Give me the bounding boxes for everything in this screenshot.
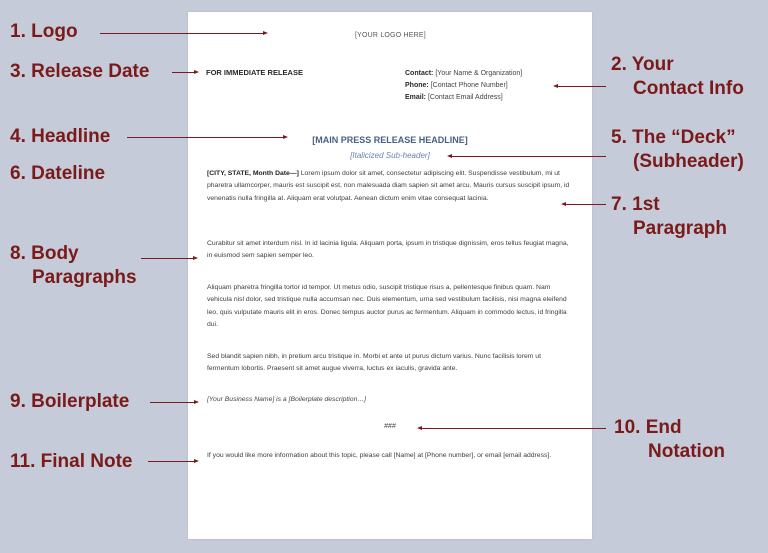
- logo-placeholder: [YOUR LOGO HERE]: [355, 32, 426, 39]
- phone-value: [Contact Phone Number]: [430, 82, 508, 89]
- arrow-headline: [127, 137, 285, 138]
- body-paragraph-1: Curabitur sit amet interdum nisl. In id lacinia ligula. Aliquam porta, ipsum in tristique dignissim, eros tellus feugiat magna, in euismod sem sapien semper leo.: [207, 240, 569, 260]
- label-body-paragraphs: [10, 242, 137, 290]
- phone-label: Phone:: [405, 82, 429, 89]
- label-contact-line2: Contact Info: [633, 78, 744, 99]
- final-note: If you would like more information about this topic, please call [Name] at [Phone number], or email [email address].: [207, 452, 552, 459]
- arrow-body-paragraphs: [141, 258, 195, 259]
- label-contact-line1: 2. Your: [611, 54, 674, 75]
- contact-block: [405, 68, 522, 104]
- label-deck-line1: 5. The “Deck”: [611, 127, 736, 148]
- subheader: [Italicized Sub-header]: [350, 151, 430, 160]
- label-boilerplate: 9. Boilerplate: [10, 391, 130, 412]
- label-contact-info: [611, 53, 744, 101]
- arrow-deck: [450, 156, 606, 157]
- label-final-note: 11. Final Note: [10, 451, 133, 472]
- label-body-line2: Paragraphs: [32, 267, 137, 288]
- headline: [MAIN PRESS RELEASE HEADLINE]: [312, 135, 468, 145]
- arrow-contact-info: [556, 86, 606, 87]
- arrow-release-date: [172, 72, 196, 73]
- email-label: Email:: [405, 94, 427, 101]
- arrow-final-note: [148, 461, 196, 462]
- body-paragraph-2: Aliquam pharetra fringilla tortor id tempor. Ut metus odio, suscipit tristique risus a, pellentesque finibus quam. Nam vehicula nisl dolor, sed tristique nulla accumsan nec. Duis elementum, urna sed vestibulum facilisis, nisi magna eleifend leo, quis vulputate mauris elit in eros. Donec tempus auctor purus ac fermentum. Aliquam in commodo lectus, id fringilla dui.: [207, 284, 567, 328]
- label-deck-line2: (Subheader): [633, 151, 744, 172]
- label-headline: 4. Headline: [10, 126, 111, 147]
- end-notation: ###: [384, 423, 396, 430]
- email-value: [Contact Email Address]: [427, 94, 503, 101]
- dateline: [CITY, STATE, Month Date—]: [207, 170, 299, 177]
- arrow-end-notation: [420, 428, 606, 429]
- label-release-date: 3. Release Date: [10, 61, 150, 82]
- label-first-para-line1: 7. 1st: [611, 194, 660, 215]
- first-paragraph: [207, 168, 572, 205]
- contact-label: Contact:: [405, 70, 434, 77]
- label-end-notation: [614, 416, 725, 464]
- arrow-logo: [100, 33, 265, 34]
- label-end-line2: Notation: [648, 441, 726, 462]
- label-first-paragraph: [611, 193, 727, 241]
- label-body-line1: 8. Body: [10, 243, 79, 264]
- arrow-boilerplate: [150, 402, 196, 403]
- body-paragraph-3: Sed blandit sapien nibh, in pretium arcu tristique in. Morbi et ante ut purus dictum varius. Nunc facilisis lorem ut fermentum lobortis. Praesent sit amet augue viverra, luctus ex iaculis, gravida ante.: [207, 353, 541, 373]
- label-dateline: 6. Dateline: [10, 163, 106, 184]
- label-first-para-line2: Paragraph: [633, 218, 727, 239]
- label-logo: 1. Logo: [10, 21, 78, 42]
- release-date-line: FOR IMMEDIATE RELEASE: [206, 68, 303, 77]
- label-end-line1: 10. End: [614, 417, 682, 438]
- arrow-first-paragraph: [564, 204, 606, 205]
- label-deck: [611, 126, 744, 174]
- contact-value: [Your Name & Organization]: [435, 70, 523, 77]
- first-paragraph-text: Lorem ipsum dolor sit amet, consectetur adipiscing elit. Suspendisse vestibulum, mi ut pharetra ullamcorper, mauris est suscipit est, non malesuada diam sapien sit amet arcu. Mauris cursus suscipit ipsum, id venenatis nulla fringilla at. Aliquam erat volutpat. Aenean dictum enim vitae consequat lacinia.: [207, 170, 570, 202]
- boilerplate: [Your Business Name] is a [Boilerplate description…]: [207, 396, 367, 403]
